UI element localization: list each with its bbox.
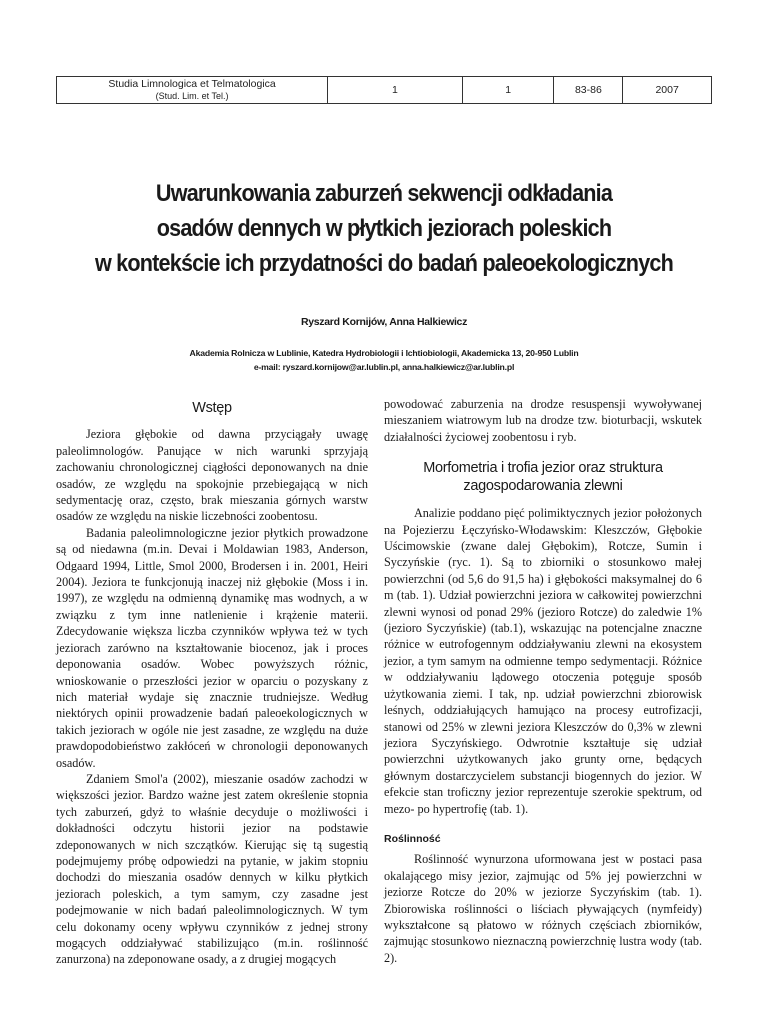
paragraph: Badania paleolimnologiczne jezior płytkich prowadzone są od niedawna (m.in. Devai i Moldawian 1983, Anderson, Odgaard 1994, Little, Smol 2000, Brodersen i in. 2001, Heiri 2004). Jeziora te funkcjonują inaczej niż głębokie (Moss i in. 1997), ze względu na odmienną dynamikę mas wodnych, a w związku z tym inne natlenienie i krążenie materii. Zdecydowanie większa liczba czynników wpływa też w tych jeziorach zarówno na kształtowanie biocenoz, jak i proces deponowania osadów. Wobec powyższych różnic, wnioskowanie o przeszłości jezior w oparciu o pozyskany z nich materiał wydaje się znacznie trudniejsze. Według niektórych opinii prowadzenie badań paleoekologicznych w takich jeziorach w ogóle nie jest zasadne, ze względu na duże prawdopodobieństwo zakłóceń w chronologii deponowanych osadów. — [56, 525, 368, 770]
paragraph-continuation: powodować zaburzenia na drodze resuspensji wywoływanej mieszaniem wiatrowym lub na drodze tzw. bioturbacji, wskutek działalności życiowej zoobentosu i ryb. — [384, 397, 702, 444]
title-line-3: w kontekście ich przydatności do badań paleoekologicznych — [95, 250, 673, 277]
section-heading-intro: Wstęp — [192, 400, 232, 416]
journal-abbreviation: (Stud. Lim. et Tel.) — [155, 91, 229, 101]
left-column — [56, 396, 368, 968]
paragraph: Jeziora głębokie od dawna przyciągały uwagę paleolimnologów. Panujące w nich warunki sprzyjają zachowaniu chronologicznej ciągłości deponowanych na dnie osadów, ze względu na spokojnie przebiegającą w nich sedymentację oraz, często, brak mieszania górnych warstw osadów ze względu na niskie liczebności zoobentosu. — [56, 427, 368, 524]
affiliation-address: Akademia Rolnicza w Lublinie, Katedra Hydrobiologii i Ichtiobiologii, Akademicka 13, 20-950 Lublin — [189, 348, 579, 358]
right-column — [384, 396, 702, 966]
section-heading-morphometry: Morfometria i trofia jezior oraz struktura zagospodarowania zlewni — [423, 460, 663, 495]
pages-cell: 83-86 — [554, 77, 623, 103]
journal-cell — [57, 77, 328, 103]
year-cell: 2007 — [655, 84, 679, 96]
paragraph: Roślinność wynurzona uformowana jest w postaci pasa okalającego misy jezior, zajmując od 5% jej powierzchni w jeziorze Rotcze do 20% w jeziorze Syczyńskim (tab. 1). Zbiorowiska roślinności o liściach pływających (nymfeidy) wykształcone są płatowo w różnych częściach zbiorników, zajmując stosunkowo nieznaczną powierzchnię lustra wody (tab. 2). — [384, 852, 702, 965]
volume-cell: 1 — [328, 77, 463, 103]
paragraph: Analizie poddano pięć polimiktycznych jezior położonych na Pojezierzu Łęczyńsko-Włodawskim: Kleszczów, Głębokie Uścimowskie (zwane dalej Głębokim), Rotcze, Sumin i Syczyńskie (ryc. 1). Są to zbiorniki o stosunkowo małej powierzchni (od 5,6 do 91,5 ha) i głębokości maksymalnej do 6 m (tab. 1). Udział powierzchni jeziora w całkowitej powierzchni zlewni wynosi od ponad 29% (jezioro Rotcze) do zaledwie 1% (jezioro Syczyńskie) (tab.1), wskazując na potencjalne znaczne różnice w eutrofogennym oddziaływaniu zlewni na ekosystem jezior, a tym samym na odmienne tempo sedymentacji. Różnice w oddziaływaniu lądowego otoczenia potęguje sposób użytkowania ziemi. I tak, np. udział powierzchni zbiorowisk leśnych, oddziałujących hamująco na procesy eutrofizacji, stanowi od 25% w zlewni jeziora Kleszczów do 0,3% w zlewni jeziora Syczyńskiego. Odwrotnie kształtuje się udział powierzchni użytkowanych jako grunty orne, będących głównym dostarczycielem substancji biogennych do jezior. W efekcie stan troficzny jezior reprezentuje szerokie spektrum, od mezo- po hypertrofię (tab. 1). — [384, 506, 702, 816]
subsection-heading-vegetation: Roślinność — [384, 832, 441, 845]
paragraph: Zdaniem Smol'a (2002), mieszanie osadów zachodzi w większości jezior. Bardzo ważne jest zatem określenie stopnia tych zaburzeń, gdyż to właśnie decyduje o możliwości i dokładności odczytu historii jezior na podstawie zdeponowanych w nich szczątków. Kierując się tą sugestią podejmujemy próbę odpowiedzi na pytanie, w jakim stopniu dochodzi do mieszania osadów dennych w kilku płytkich jeziorach poleskich, a tym samym, czy zasadne jest podejmowanie w nich badań paleolimnologicznych. W tym celu dokonamy oceny wpływu czynników z jednej strony mogących oddziaływać stabilizująco (m.in. roślinność zanurzona) na zdeponowane osady, a z drugiej mogących — [56, 771, 368, 967]
article-title — [74, 176, 693, 281]
journal-header-table — [56, 76, 712, 104]
journal-name: Studia Limnologica et Telmatologica — [108, 78, 276, 90]
authors: Ryszard Kornijów, Anna Halkiewicz — [300, 316, 468, 328]
title-line-1: Uwarunkowania zaburzeń sekwencji odkładania — [155, 180, 613, 207]
issue-cell: 1 — [463, 77, 555, 103]
title-line-2: osadów dennych w płytkich jeziorach poleskich — [156, 215, 612, 242]
affiliation — [0, 346, 768, 374]
affiliation-email: e-mail: ryszard.kornijow@ar.lublin.pl, anna.halkiewicz@ar.lublin.pl — [253, 362, 515, 372]
